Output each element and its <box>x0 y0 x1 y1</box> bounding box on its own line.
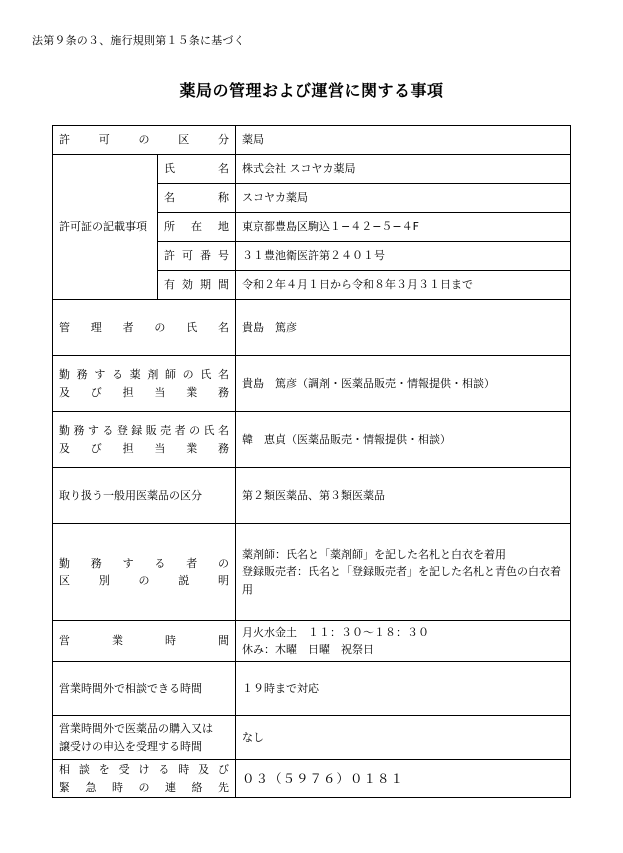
legal-basis-note: 法第９条の３、施行規則第１５条に基づく <box>32 34 245 47</box>
table-row <box>53 662 571 716</box>
purchase-after-hours-label <box>53 716 236 760</box>
pharmacist-value: 貴島 篤彦（調剤・医薬品販売・情報提供・相談） <box>236 356 571 412</box>
table-row <box>53 356 571 412</box>
consult-after-hours-value: １９時まで対応 <box>236 662 571 716</box>
pharmacist-label-line2: 及 び 担 当 業 務 <box>59 385 229 399</box>
table-row <box>53 760 571 798</box>
permit-name-label: 氏 名 <box>158 155 236 184</box>
registered-seller-label <box>53 412 236 468</box>
drug-category-label: 取り扱う一般用医薬品の区分 <box>53 468 236 524</box>
permit-title-label: 名 称 <box>158 184 236 213</box>
registered-seller-label-line1: 勤務する登録販売者の氏名 <box>59 424 229 438</box>
permit-category-value: 薬局 <box>236 126 571 155</box>
table-row <box>53 126 571 155</box>
contact-label <box>53 760 236 798</box>
page-title: 薬局の管理および運営に関する事項 <box>179 81 444 100</box>
purchase-after-hours-label-line1: 営業時間外で医薬品の購入又は <box>59 722 213 736</box>
permit-group-label: 許可証の記載事項 <box>53 155 158 300</box>
permit-validity-label: 有効期間 <box>158 271 236 300</box>
consult-after-hours-label: 営業時間外で相談できる時間 <box>53 662 236 716</box>
permit-title-value: スコヤカ薬局 <box>236 184 571 213</box>
permit-name-value: 株式会社 スコヤカ薬局 <box>236 155 571 184</box>
manager-label: 管 理 者 の 氏 名 <box>53 300 236 356</box>
pharmacist-label-line1: 勤 務 す る 薬 剤 師 の 氏 名 <box>59 368 229 382</box>
pharmacist-label <box>53 356 236 412</box>
permit-validity-value: 令和２年４月１日から令和８年３月３１日まで <box>236 271 571 300</box>
permit-number-value: ３１豊池衛医許第２４０１号 <box>236 242 571 271</box>
business-hours-value-line1: 月火水金土 １１：３０〜１８：３０ <box>242 625 429 639</box>
pharmacy-info-table <box>52 125 571 798</box>
manager-value: 貴島 篤彦 <box>236 300 571 356</box>
contact-label-line1: 相 談 を 受 け る 時 及 び <box>59 763 229 777</box>
registered-seller-value: 韓 恵貞（医薬品販売・情報提供・相談） <box>236 412 571 468</box>
staff-distinction-label-line1: 勤 務 す る 者 の <box>59 556 229 570</box>
purchase-after-hours-label-line2: 譲受けの申込を受理する時間 <box>59 739 202 753</box>
drug-category-value: 第２類医薬品、第３類医薬品 <box>236 468 571 524</box>
permit-category-label: 許 可 の 区 分 <box>53 126 236 155</box>
permit-address-label: 所在地 <box>158 213 236 242</box>
contact-phone-value: ０３（５９７６）０１８１ <box>236 760 571 798</box>
purchase-after-hours-value: なし <box>236 716 571 760</box>
table-row <box>53 412 571 468</box>
business-hours-label: 営 業 時 間 <box>53 621 236 662</box>
staff-distinction-label <box>53 524 236 621</box>
table-row <box>53 716 571 760</box>
staff-distinction-value <box>236 524 571 621</box>
table-row <box>53 155 571 184</box>
table-row <box>53 621 571 662</box>
staff-distinction-value-line1: 薬剤師：氏名と「薬剤師」を記した名札と白衣を着用 <box>242 548 506 562</box>
table-row <box>53 524 571 621</box>
staff-distinction-label-line2: 区 別 の 説 明 <box>59 574 229 587</box>
table-row <box>53 468 571 524</box>
staff-distinction-value-line2: 登録販売者：氏名と「登録販売者」を記した名札と青色の白衣着用 <box>242 565 561 596</box>
table-row <box>53 300 571 356</box>
business-hours-value <box>236 621 571 662</box>
permit-number-label: 許可番号 <box>158 242 236 271</box>
permit-address-value: 東京都豊島区駒込１−４２−５−４F <box>236 213 571 242</box>
business-hours-value-line2: 休み：木曜 日曜 祝祭日 <box>242 643 374 656</box>
registered-seller-label-line2: 及 び 担 当 業 務 <box>59 441 229 455</box>
contact-label-line2: 緊 急 時 の 連 絡 先 <box>59 780 229 794</box>
